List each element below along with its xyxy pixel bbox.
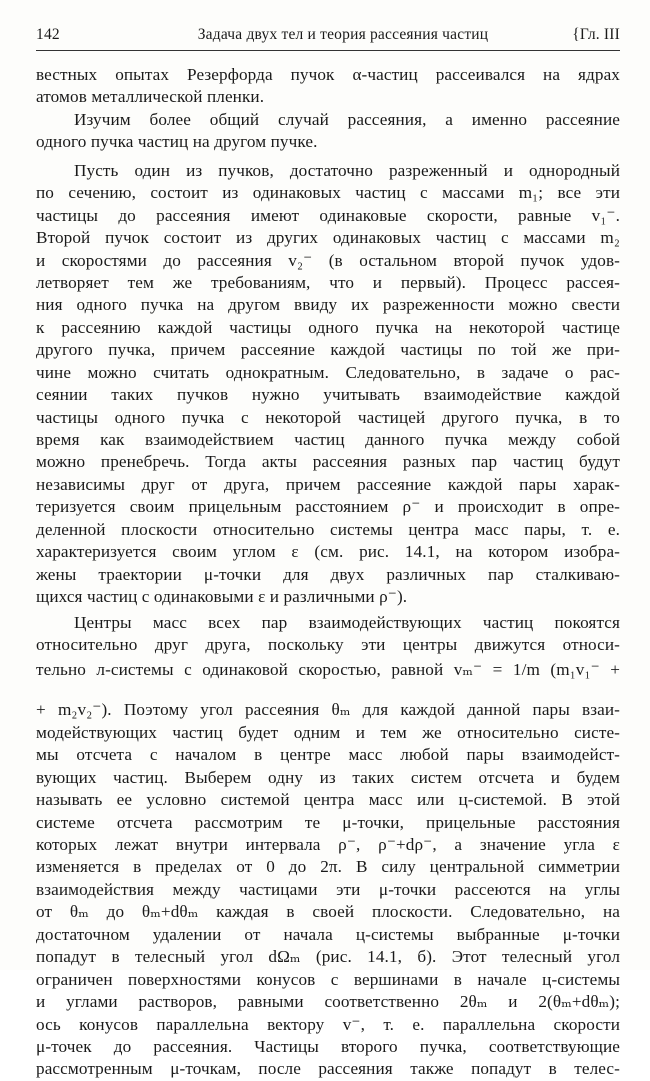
text-line: частицы до рассеяния имеют одинаковые скорости, равные v₁⁻. xyxy=(36,205,620,225)
text-line: летворяет тем же требованиям, что и первый). Процесс рассея- xyxy=(36,272,620,292)
text-line: одного пучка частиц на другом пучке. xyxy=(36,132,318,152)
text-line: достаточном удалении от начала ц-системы выбранные μ-точки xyxy=(36,924,620,944)
paragraph xyxy=(36,160,620,609)
text-line: от θₘ до θₘ+dθₘ каждая в своей плоскости. Следовательно, на xyxy=(36,902,620,922)
text-line: другого пучка, причем рассеяние каждой частицы по той же при- xyxy=(36,340,620,360)
text-line: жены траектории μ-точки для двух различных пар сталкиваю- xyxy=(36,564,620,584)
text-line: щихся частиц с одинаковыми ε и различными ρ⁻). xyxy=(36,587,408,607)
header-rule xyxy=(36,50,620,51)
text-line: ния одного пучка на другом ввиду их разреженности можно свести xyxy=(36,295,620,315)
text-line: сеянии таких пучков нужно учитывать взаимодействие каждой xyxy=(36,385,620,405)
text-line: вующих частиц. Выберем одну из таких систем отсчета и будем xyxy=(36,767,620,787)
text-line: чине можно считать однократным. Следовательно, в задаче о рас- xyxy=(36,362,620,382)
page-number: 142 xyxy=(36,26,60,43)
text-line: частицы одного пучка с некоторой частицей другого пучка, в то xyxy=(36,407,620,427)
text-line: время как взаимодействием частиц данного пучка между собой xyxy=(36,430,620,449)
text-line: модействующих частиц будет одним и тем же относительно систе- xyxy=(36,722,620,742)
text-line: взаимодействия между частицами эти μ-точки рассеются на углы xyxy=(36,879,620,899)
paragraph xyxy=(36,109,620,154)
text-line: ось конусов параллельна вектору v⁻, т. е. параллельна скорости xyxy=(36,1014,620,1034)
text-line: по сечению, состоит из одинаковых частиц с массами m₁; все эти xyxy=(36,183,620,203)
text-line: + m₂v₂⁻). Поэтому угол рассеяния θₘ для каждой данной пары взаи- xyxy=(36,700,620,720)
text-line: характеризуется своим углом ε (см. рис. 14.1, на котором изобра- xyxy=(36,542,620,562)
text-line: μ-точек до рассеяния. Частицы второго пучка, соответствующие xyxy=(36,1036,620,1056)
text-line: и скоростями до рассеяния v₂⁻ (в остальном второй пучок удов- xyxy=(36,250,620,270)
formula-line: тельно л-системы с одинаковой скоростью, равной vₘ⁻ = 1/m (m₁v₁⁻ + xyxy=(36,660,620,680)
text-line: к рассеянию каждой частицы одного пучка на некоторой частице xyxy=(36,317,620,337)
text-line: Пусть один из пучков, достаточно разреженный и однородный xyxy=(74,160,620,180)
page-body xyxy=(36,64,620,1081)
running-header xyxy=(36,26,620,50)
chapter-label: {Гл. III xyxy=(572,26,620,43)
text-line: можно пренебречь. Тогда акты рассеяния разных пар частиц будут xyxy=(36,452,620,472)
text-line: деленной плоскости относительно системы центра масс пары, т. е. xyxy=(36,519,620,539)
text-line: называть ее условно системой центра масс или ц-системой. В этой xyxy=(36,790,620,810)
text-line: Второй пучок состоит из других одинаковых частиц с массами m₂ xyxy=(36,228,620,248)
text-line: ограничен поверхностями конусов с вершинами в начале ц-системы xyxy=(36,969,620,989)
text-line: системе отсчета рассмотрим те μ-точки, прицельные расстояния xyxy=(36,812,620,832)
text-line: изменяется в пределах от 0 до 2π. В силу центральной симметрии xyxy=(36,857,620,877)
text-line: атомов металлической пленки. xyxy=(36,87,265,107)
paragraph xyxy=(36,64,620,109)
text-line: которых лежат внутри интервала ρ⁻, ρ⁻+dρ⁻, а значение угла ε xyxy=(36,835,620,854)
text-line: и углами растворов, равными соответственно 2θₘ и 2(θₘ+dθₘ); xyxy=(36,992,620,1012)
text-line: Центры масс всех пар взаимодействующих частиц покоятся xyxy=(74,612,620,632)
text-line: мы отсчета с началом в центре масс любой пары взаимодейст- xyxy=(36,745,620,765)
text-line: рассмотренным μ-точкам, после рассеяния также попадут в телес- xyxy=(36,1059,620,1079)
paragraph xyxy=(36,612,620,1081)
text-line: Изучим более общий случай рассеяния, а именно рассеяние xyxy=(74,109,620,129)
text-line: относительно друг друга, поскольку эти центры движутся относи- xyxy=(36,634,620,654)
running-title: Задача двух тел и теория рассеяния частиц xyxy=(197,26,489,43)
text-line: независимы друг от друга, причем рассеяние каждой пары харак- xyxy=(36,474,620,494)
text-line: теризуется своим прицельным расстоянием ρ⁻ и происходит в опре- xyxy=(36,497,620,517)
text-line: попадут в телесный угол dΩₘ (рис. 14.1, б). Этот телесный угол xyxy=(36,947,620,967)
text-line: вестных опытах Резерфорда пучок α-частиц рассеивался на ядрах xyxy=(36,65,620,84)
